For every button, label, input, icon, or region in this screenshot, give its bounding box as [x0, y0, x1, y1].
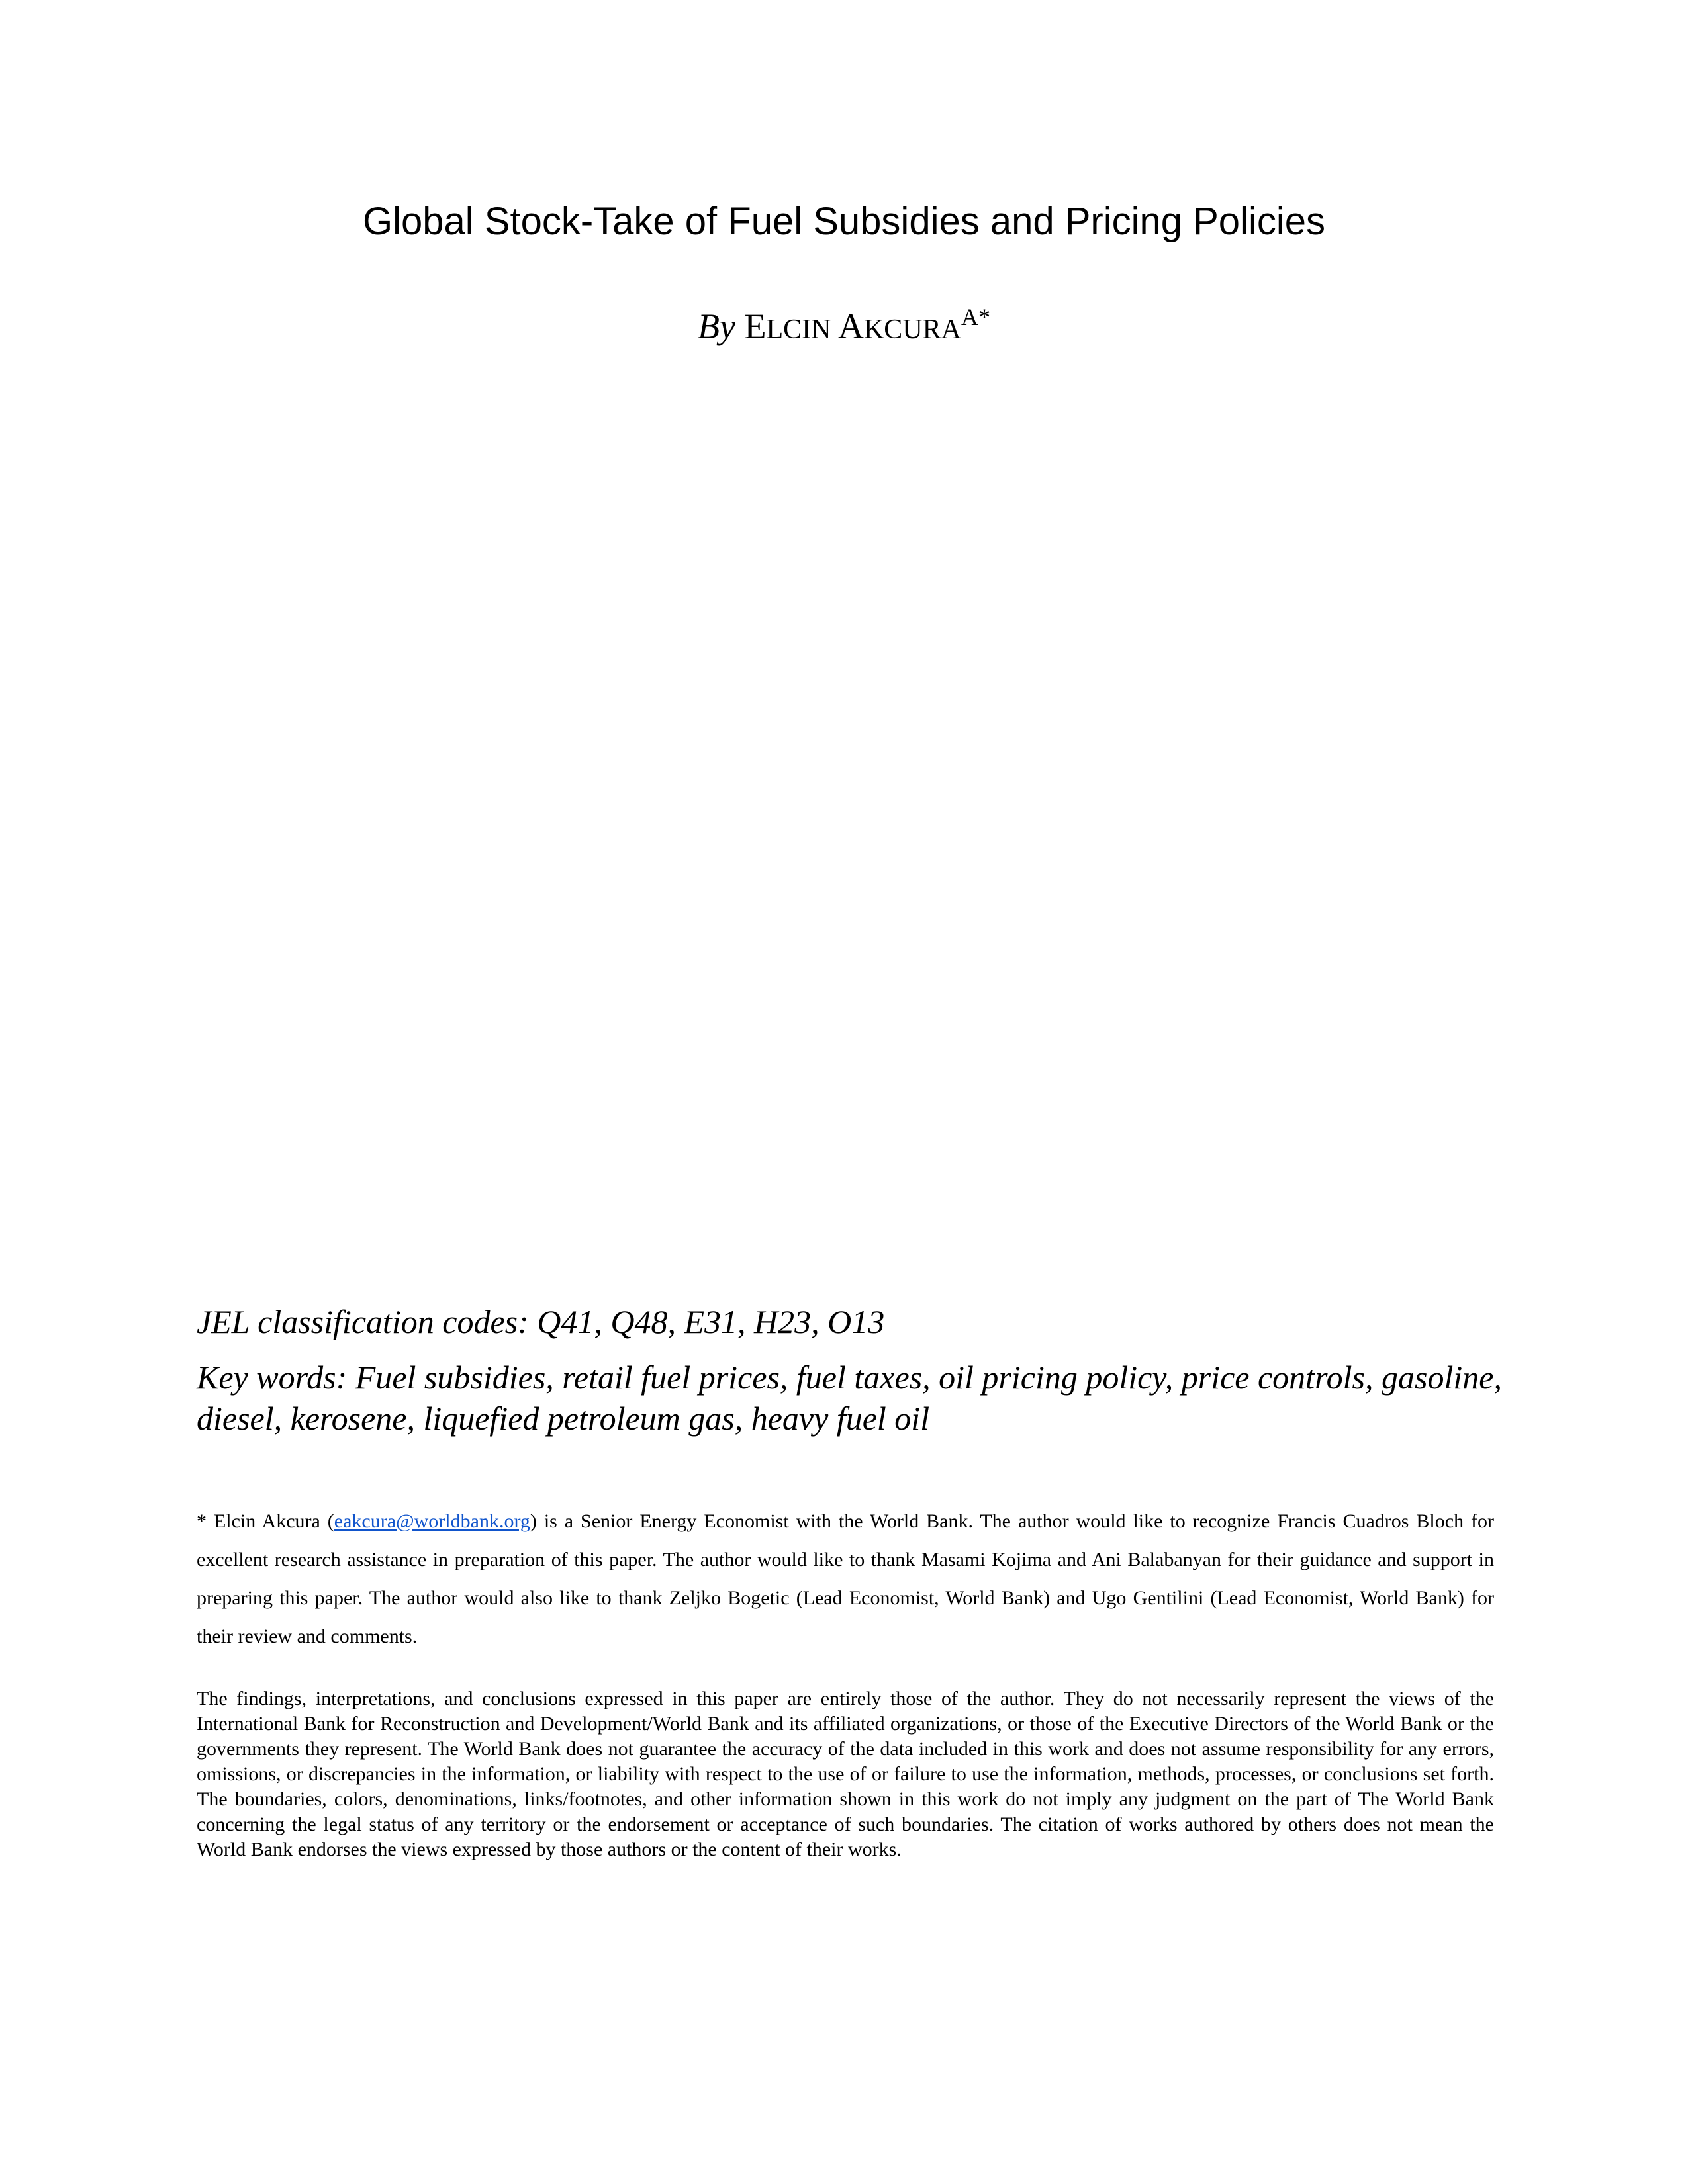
- paper-title: Global Stock-Take of Fuel Subsidies and Pricing Policies: [363, 200, 1325, 243]
- author-last-initial: A: [837, 306, 864, 346]
- author-last-rest: KCURA: [863, 314, 961, 345]
- author-byline: [0, 303, 1688, 353]
- author-first-rest: LCIN: [766, 314, 831, 345]
- author-email-link[interactable]: eakcura@worldbank.org: [334, 1510, 530, 1532]
- keywords: Key words: Fuel subsidies, retail fuel prices, fuel taxes, oil pricing policy, price controls, gasoline, diesel, kerosene, liquefied petroleum gas, heavy fuel oil: [197, 1359, 1502, 1437]
- jel-classification: JEL classification codes: Q41, Q48, E31, H23, O13: [197, 1303, 885, 1340]
- author-footnote: [197, 1502, 1494, 1656]
- footnote-prefix: * Elcin Akcura (: [197, 1510, 334, 1532]
- disclaimer: The findings, interpretations, and conclusions expressed in this paper are entirely those of the author. They do not necessarily represent the views of the International Bank for Reconstruction and Development/World Bank and its affiliated organizations, or those of the Executive Directors of the World Bank or the governments they represent. The World Bank does not guarantee the accuracy of the data included in this work and does not assume responsibility for any errors, omissions, or discrepancies in the information, or liability with respect to the use of or failure to use the information, methods, processes, or conclusions set forth. The boundaries, colors, denominations, links/footnotes, and other information shown in this work do not imply any judgment on the part of The World Bank concerning the legal status of any territory or the endorsement or acceptance of such boundaries. The citation of works authored by others does not mean the World Bank endorses the views expressed by those authors or the content of their works.: [197, 1688, 1494, 1860]
- byline-by: By: [697, 306, 735, 346]
- author-first-initial: E: [744, 306, 767, 346]
- author-affiliation-mark: A*: [961, 304, 990, 330]
- footnote-text: ) is a Senior Energy Economist with the World Bank. The author would like to recognize Francis Cuadros Bloch for excellent research assistance in preparation of this paper. The author would like to thank Masami Kojima and Ani Balabanyan for their guidance and support in preparing this paper. The author would also like to thank Zeljko Bogetic (Lead Economist, World Bank) and Ugo Gentilini (Lead Economist, World Bank) for their review and comments.: [197, 1510, 1494, 1647]
